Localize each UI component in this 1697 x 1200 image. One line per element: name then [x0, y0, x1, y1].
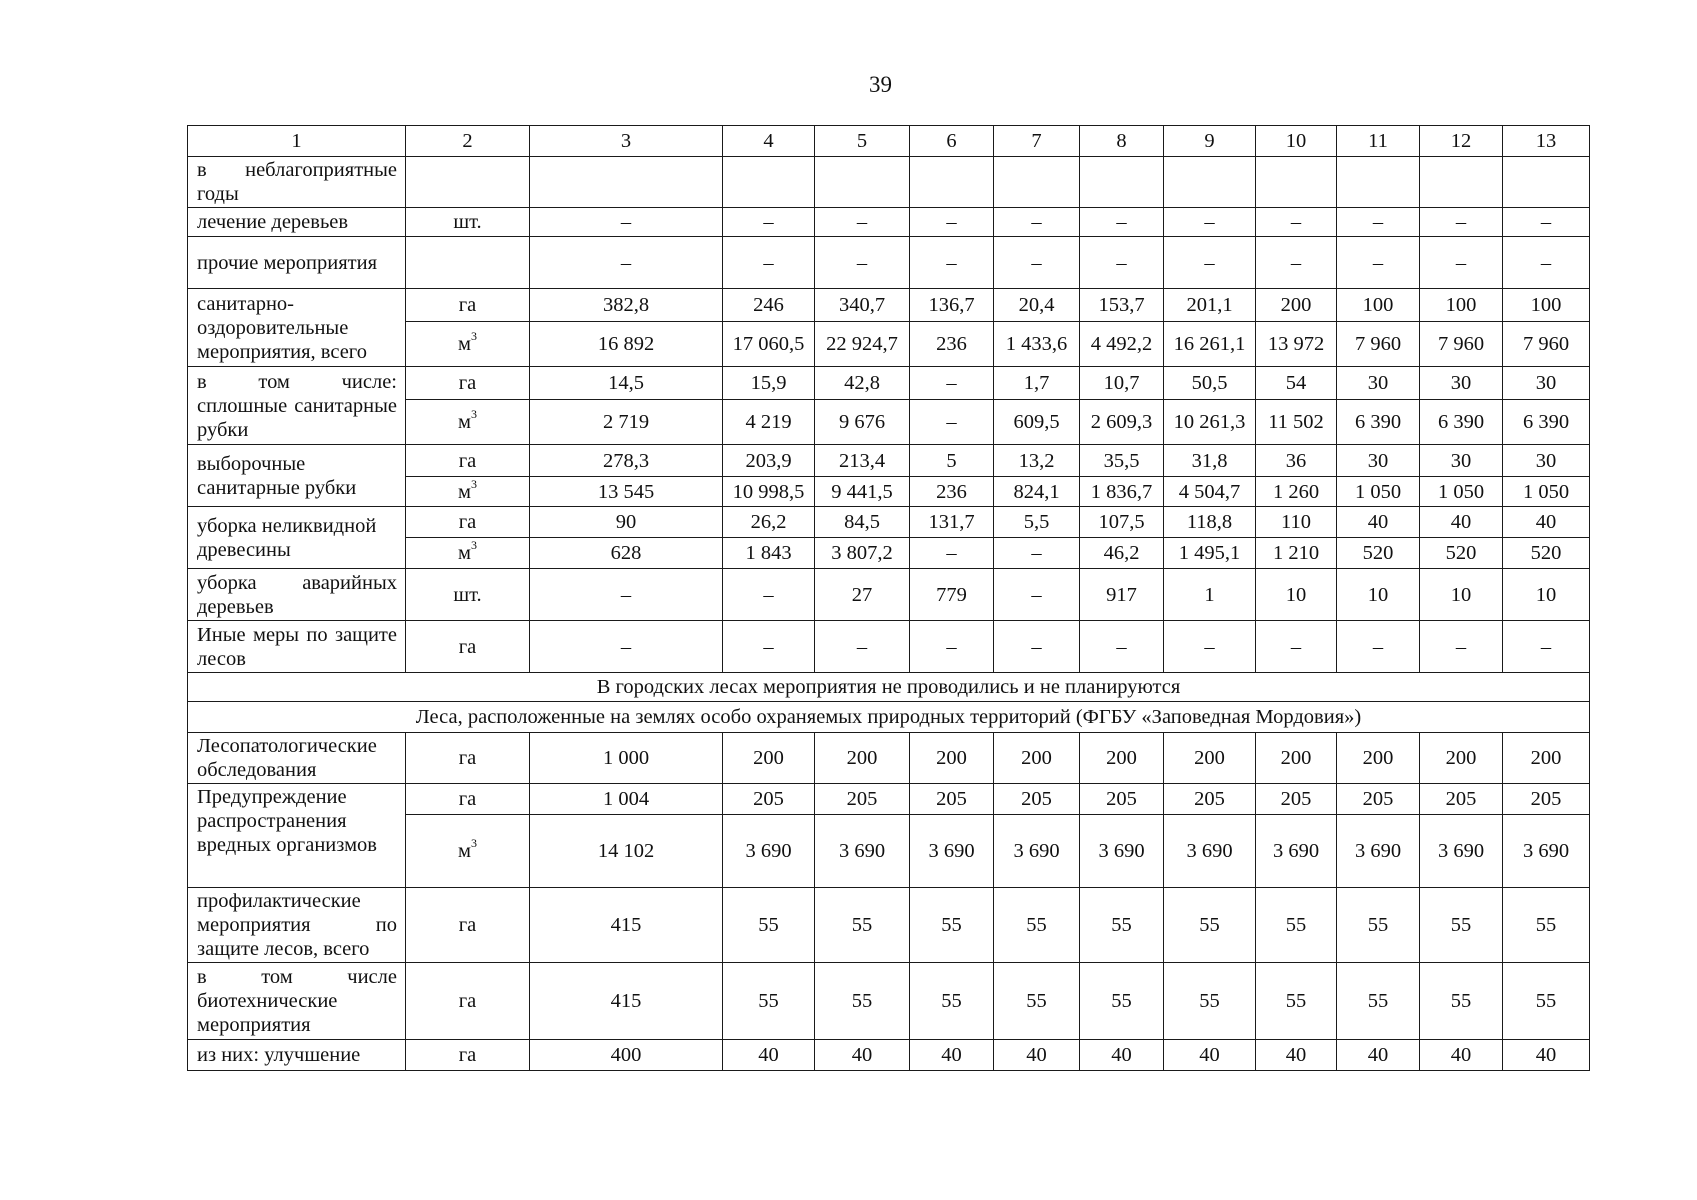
value-cell: 3 690 — [910, 815, 994, 888]
value-cell: – — [723, 621, 815, 673]
value-cell: 779 — [910, 569, 994, 621]
value-cell: 205 — [723, 784, 815, 815]
value-cell: 9 441,5 — [815, 477, 910, 507]
value-cell: 3 690 — [815, 815, 910, 888]
value-cell — [994, 157, 1080, 208]
value-cell: 16 261,1 — [1164, 322, 1256, 367]
value-cell: 10,7 — [1080, 367, 1164, 400]
row-label: в неблагоприятные годы — [188, 157, 406, 208]
value-cell: 55 — [1080, 888, 1164, 963]
value-cell: 1,7 — [994, 367, 1080, 400]
unit-cell: $м^3$ — [406, 815, 530, 888]
value-cell: 22 924,7 — [815, 322, 910, 367]
value-cell: – — [1337, 208, 1420, 237]
value-cell: 1 836,7 — [1080, 477, 1164, 507]
row-label: лечение деревьев — [188, 208, 406, 237]
value-cell: 42,8 — [815, 367, 910, 400]
value-cell: 55 — [1420, 963, 1503, 1040]
value-cell: 40 — [1503, 507, 1590, 538]
value-cell: 55 — [1503, 888, 1590, 963]
value-cell: – — [1080, 208, 1164, 237]
value-cell: 205 — [994, 784, 1080, 815]
value-cell: 84,5 — [815, 507, 910, 538]
value-cell: – — [723, 208, 815, 237]
value-cell — [1337, 157, 1420, 208]
value-cell: 55 — [815, 888, 910, 963]
table-row — [188, 733, 1590, 784]
row-label: прочие мероприятия — [188, 237, 406, 289]
value-cell: 118,8 — [1164, 507, 1256, 538]
value-cell: 200 — [1256, 733, 1337, 784]
table-row — [188, 963, 1590, 1040]
value-cell — [530, 157, 723, 208]
page-number: 39 — [869, 72, 892, 97]
value-cell: 55 — [1337, 963, 1420, 1040]
value-cell: – — [1420, 208, 1503, 237]
value-cell: 40 — [1337, 507, 1420, 538]
value-cell: 55 — [910, 963, 994, 1040]
value-cell: 2 719 — [530, 400, 723, 445]
section-row — [188, 673, 1590, 702]
table-row — [188, 507, 1590, 538]
value-cell: – — [1503, 237, 1590, 289]
value-cell: 200 — [910, 733, 994, 784]
value-cell: 136,7 — [910, 289, 994, 322]
row-label: в том числе биотехнические мероприятия — [188, 963, 406, 1040]
value-cell: 55 — [1164, 963, 1256, 1040]
value-cell: – — [994, 538, 1080, 569]
value-cell: – — [1337, 621, 1420, 673]
value-cell: 1 210 — [1256, 538, 1337, 569]
value-cell: 1 050 — [1420, 477, 1503, 507]
row-label: из них: улучшение — [188, 1040, 406, 1071]
value-cell: 10 — [1420, 569, 1503, 621]
value-cell: 200 — [1503, 733, 1590, 784]
value-cell: 1 433,6 — [994, 322, 1080, 367]
value-cell: – — [530, 569, 723, 621]
value-cell: 200 — [1164, 733, 1256, 784]
value-cell: 40 — [1420, 1040, 1503, 1071]
value-cell: 1 050 — [1503, 477, 1590, 507]
value-cell: – — [1503, 621, 1590, 673]
value-cell: 3 807,2 — [815, 538, 910, 569]
value-cell: – — [910, 400, 994, 445]
value-cell: 30 — [1420, 367, 1503, 400]
value-cell: 824,1 — [994, 477, 1080, 507]
value-cell: 40 — [994, 1040, 1080, 1071]
value-cell: 13 545 — [530, 477, 723, 507]
value-cell: 205 — [815, 784, 910, 815]
value-cell: – — [1164, 208, 1256, 237]
value-cell: 917 — [1080, 569, 1164, 621]
value-cell: 1 004 — [530, 784, 723, 815]
unit-cell: га — [406, 621, 530, 673]
value-cell: 382,8 — [530, 289, 723, 322]
value-cell: 628 — [530, 538, 723, 569]
value-cell: 3 690 — [1337, 815, 1420, 888]
value-cell: 340,7 — [815, 289, 910, 322]
value-cell: – — [1503, 208, 1590, 237]
table-row — [188, 289, 1590, 322]
value-cell: 415 — [530, 888, 723, 963]
value-cell: 10 261,3 — [1164, 400, 1256, 445]
value-cell: 200 — [1337, 733, 1420, 784]
value-cell: 11 502 — [1256, 400, 1337, 445]
value-cell: 1 260 — [1256, 477, 1337, 507]
value-cell — [1164, 157, 1256, 208]
value-cell: 3 690 — [1503, 815, 1590, 888]
value-cell: 3 690 — [1080, 815, 1164, 888]
value-cell: 3 690 — [1420, 815, 1503, 888]
value-cell: 1 — [1164, 569, 1256, 621]
value-cell: – — [994, 621, 1080, 673]
value-cell: – — [1164, 237, 1256, 289]
value-cell: – — [723, 237, 815, 289]
unit-cell: га — [406, 367, 530, 400]
table-row — [188, 237, 1590, 289]
value-cell — [1503, 157, 1590, 208]
unit-cell: $м^3$ — [406, 400, 530, 445]
value-cell: 200 — [1256, 289, 1337, 322]
unit-cell: га — [406, 289, 530, 322]
value-cell: 1 000 — [530, 733, 723, 784]
value-cell: 10 — [1256, 569, 1337, 621]
unit-cell: га — [406, 445, 530, 477]
table-row — [188, 1040, 1590, 1071]
header-cell: 3 — [530, 126, 723, 157]
value-cell: 203,9 — [723, 445, 815, 477]
value-cell: – — [815, 621, 910, 673]
value-cell: 201,1 — [1164, 289, 1256, 322]
header-cell: 13 — [1503, 126, 1590, 157]
value-cell: – — [994, 208, 1080, 237]
value-cell: 100 — [1503, 289, 1590, 322]
value-cell: – — [723, 569, 815, 621]
value-cell: 40 — [910, 1040, 994, 1071]
value-cell: 40 — [1164, 1040, 1256, 1071]
row-label: выборочные санитарные рубки — [188, 445, 406, 507]
value-cell: 205 — [1420, 784, 1503, 815]
value-cell: 200 — [994, 733, 1080, 784]
forest-protection-table — [187, 125, 1590, 1071]
value-cell: 3 690 — [1164, 815, 1256, 888]
value-cell: 520 — [1337, 538, 1420, 569]
value-cell: – — [910, 208, 994, 237]
header-cell: 6 — [910, 126, 994, 157]
table-row — [188, 569, 1590, 621]
value-cell: – — [815, 208, 910, 237]
value-cell: 100 — [1420, 289, 1503, 322]
table-row — [188, 445, 1590, 477]
value-cell: 3 690 — [994, 815, 1080, 888]
value-cell: – — [530, 208, 723, 237]
value-cell: 35,5 — [1080, 445, 1164, 477]
value-cell: 55 — [1256, 963, 1337, 1040]
unit-cell: га — [406, 733, 530, 784]
header-cell: 2 — [406, 126, 530, 157]
value-cell: 46,2 — [1080, 538, 1164, 569]
value-cell: 10 — [1337, 569, 1420, 621]
value-cell: 36 — [1256, 445, 1337, 477]
value-cell: 6 390 — [1337, 400, 1420, 445]
unit-cell: $м^3$ — [406, 322, 530, 367]
value-cell: 205 — [1080, 784, 1164, 815]
value-cell: 30 — [1503, 445, 1590, 477]
value-cell: – — [815, 237, 910, 289]
value-cell — [815, 157, 910, 208]
header-cell: 8 — [1080, 126, 1164, 157]
value-cell: 200 — [723, 733, 815, 784]
value-cell: 30 — [1503, 367, 1590, 400]
unit-cell: га — [406, 784, 530, 815]
value-cell: 3 690 — [1256, 815, 1337, 888]
unit-cell: шт. — [406, 569, 530, 621]
value-cell: – — [910, 367, 994, 400]
table-row — [188, 784, 1590, 815]
value-cell: 1 050 — [1337, 477, 1420, 507]
value-cell: 13 972 — [1256, 322, 1337, 367]
unit-cell — [406, 157, 530, 208]
value-cell: 5 — [910, 445, 994, 477]
value-cell: 7 960 — [1420, 322, 1503, 367]
row-label: в том числе: сплошные санитарные рубки — [188, 367, 406, 445]
value-cell: 1 495,1 — [1164, 538, 1256, 569]
value-cell: 50,5 — [1164, 367, 1256, 400]
table-row — [188, 367, 1590, 400]
value-cell: 609,5 — [994, 400, 1080, 445]
unit-cell: $м^3$ — [406, 477, 530, 507]
header-cell: 4 — [723, 126, 815, 157]
unit-cell: $м^3$ — [406, 538, 530, 569]
unit-cell: га — [406, 507, 530, 538]
row-label: Иные меры по защите лесов — [188, 621, 406, 673]
value-cell: 90 — [530, 507, 723, 538]
unit-cell: га — [406, 1040, 530, 1071]
value-cell: 205 — [1503, 784, 1590, 815]
value-cell: – — [910, 538, 994, 569]
value-cell: 55 — [994, 963, 1080, 1040]
value-cell: 13,2 — [994, 445, 1080, 477]
table-row — [188, 888, 1590, 963]
value-cell: 40 — [1256, 1040, 1337, 1071]
value-cell: 4 219 — [723, 400, 815, 445]
value-cell: 200 — [1080, 733, 1164, 784]
value-cell: 3 690 — [723, 815, 815, 888]
value-cell: – — [910, 621, 994, 673]
value-cell: 131,7 — [910, 507, 994, 538]
value-cell: 236 — [910, 477, 994, 507]
value-cell: 30 — [1337, 367, 1420, 400]
header-cell: 10 — [1256, 126, 1337, 157]
value-cell: 520 — [1420, 538, 1503, 569]
value-cell: 30 — [1337, 445, 1420, 477]
value-cell: 6 390 — [1420, 400, 1503, 445]
row-label: профилактические мероприятия по защите лесов, всего — [188, 888, 406, 963]
value-cell: – — [1337, 237, 1420, 289]
value-cell: – — [994, 237, 1080, 289]
value-cell: 55 — [723, 963, 815, 1040]
header-cell: 9 — [1164, 126, 1256, 157]
value-cell: 205 — [910, 784, 994, 815]
header-cell: 11 — [1337, 126, 1420, 157]
section-heading: В городских лесах мероприятия не проводились и не планируются — [188, 673, 1590, 702]
value-cell: 55 — [994, 888, 1080, 963]
value-cell: 40 — [1420, 507, 1503, 538]
value-cell: – — [1164, 621, 1256, 673]
value-cell: 236 — [910, 322, 994, 367]
value-cell: 7 960 — [1503, 322, 1590, 367]
value-cell: 20,4 — [994, 289, 1080, 322]
unit-cell: га — [406, 888, 530, 963]
value-cell — [723, 157, 815, 208]
value-cell: 31,8 — [1164, 445, 1256, 477]
value-cell: 14,5 — [530, 367, 723, 400]
value-cell: 55 — [1256, 888, 1337, 963]
value-cell: 213,4 — [815, 445, 910, 477]
table-row — [188, 621, 1590, 673]
value-cell: 15,9 — [723, 367, 815, 400]
value-cell: 200 — [1420, 733, 1503, 784]
value-cell: – — [530, 237, 723, 289]
value-cell: 26,2 — [723, 507, 815, 538]
value-cell: 110 — [1256, 507, 1337, 538]
value-cell: 520 — [1503, 538, 1590, 569]
value-cell: 54 — [1256, 367, 1337, 400]
value-cell: 107,5 — [1080, 507, 1164, 538]
value-cell: 40 — [1503, 1040, 1590, 1071]
value-cell: 55 — [815, 963, 910, 1040]
value-cell: 14 102 — [530, 815, 723, 888]
value-cell: 30 — [1420, 445, 1503, 477]
value-cell: 17 060,5 — [723, 322, 815, 367]
unit-cell — [406, 237, 530, 289]
value-cell: 40 — [815, 1040, 910, 1071]
value-cell: – — [530, 621, 723, 673]
value-cell: 2 609,3 — [1080, 400, 1164, 445]
value-cell: 9 676 — [815, 400, 910, 445]
value-cell: 40 — [1080, 1040, 1164, 1071]
row-label: санитарно-оздоровительные мероприятия, всего — [188, 289, 406, 367]
value-cell: – — [1080, 237, 1164, 289]
value-cell: 55 — [723, 888, 815, 963]
value-cell: 40 — [723, 1040, 815, 1071]
value-cell: 16 892 — [530, 322, 723, 367]
value-cell: 55 — [1080, 963, 1164, 1040]
value-cell: – — [1256, 237, 1337, 289]
value-cell: 7 960 — [1337, 322, 1420, 367]
value-cell: – — [1420, 237, 1503, 289]
value-cell: – — [910, 237, 994, 289]
value-cell: 10 — [1503, 569, 1590, 621]
value-cell: 100 — [1337, 289, 1420, 322]
value-cell: 55 — [910, 888, 994, 963]
header-cell: 5 — [815, 126, 910, 157]
header-row — [188, 126, 1590, 157]
value-cell: – — [1080, 621, 1164, 673]
table-row — [188, 157, 1590, 208]
value-cell: 55 — [1337, 888, 1420, 963]
value-cell: 27 — [815, 569, 910, 621]
unit-cell: га — [406, 963, 530, 1040]
section-row — [188, 702, 1590, 733]
value-cell: 415 — [530, 963, 723, 1040]
value-cell: – — [1256, 208, 1337, 237]
header-cell: 12 — [1420, 126, 1503, 157]
value-cell: 5,5 — [994, 507, 1080, 538]
value-cell: 4 492,2 — [1080, 322, 1164, 367]
value-cell: – — [994, 569, 1080, 621]
table-row — [188, 208, 1590, 237]
value-cell: 200 — [815, 733, 910, 784]
value-cell: 205 — [1164, 784, 1256, 815]
section-heading: Леса, расположенные на землях особо охраняемых природных территорий (ФГБУ «Заповедная Мордовия») — [188, 702, 1590, 733]
row-label: Предупреждение распространения вредных организмов — [188, 784, 406, 888]
value-cell: 6 390 — [1503, 400, 1590, 445]
row-label: Лесопатологические обследования — [188, 733, 406, 784]
value-cell: 205 — [1256, 784, 1337, 815]
row-label: уборка неликвидной древесины — [188, 507, 406, 569]
value-cell: 1 843 — [723, 538, 815, 569]
value-cell: 246 — [723, 289, 815, 322]
header-cell: 1 — [188, 126, 406, 157]
value-cell: 10 998,5 — [723, 477, 815, 507]
value-cell: 400 — [530, 1040, 723, 1071]
value-cell: – — [1256, 621, 1337, 673]
row-label: уборка аварийных деревьев — [188, 569, 406, 621]
value-cell: 40 — [1337, 1040, 1420, 1071]
header-cell: 7 — [994, 126, 1080, 157]
value-cell — [1080, 157, 1164, 208]
value-cell: 278,3 — [530, 445, 723, 477]
value-cell: 4 504,7 — [1164, 477, 1256, 507]
value-cell: 153,7 — [1080, 289, 1164, 322]
value-cell — [1256, 157, 1337, 208]
unit-cell: шт. — [406, 208, 530, 237]
value-cell — [1420, 157, 1503, 208]
value-cell: 55 — [1420, 888, 1503, 963]
value-cell: 55 — [1503, 963, 1590, 1040]
value-cell — [910, 157, 994, 208]
value-cell: – — [1420, 621, 1503, 673]
value-cell: 55 — [1164, 888, 1256, 963]
value-cell: 205 — [1337, 784, 1420, 815]
